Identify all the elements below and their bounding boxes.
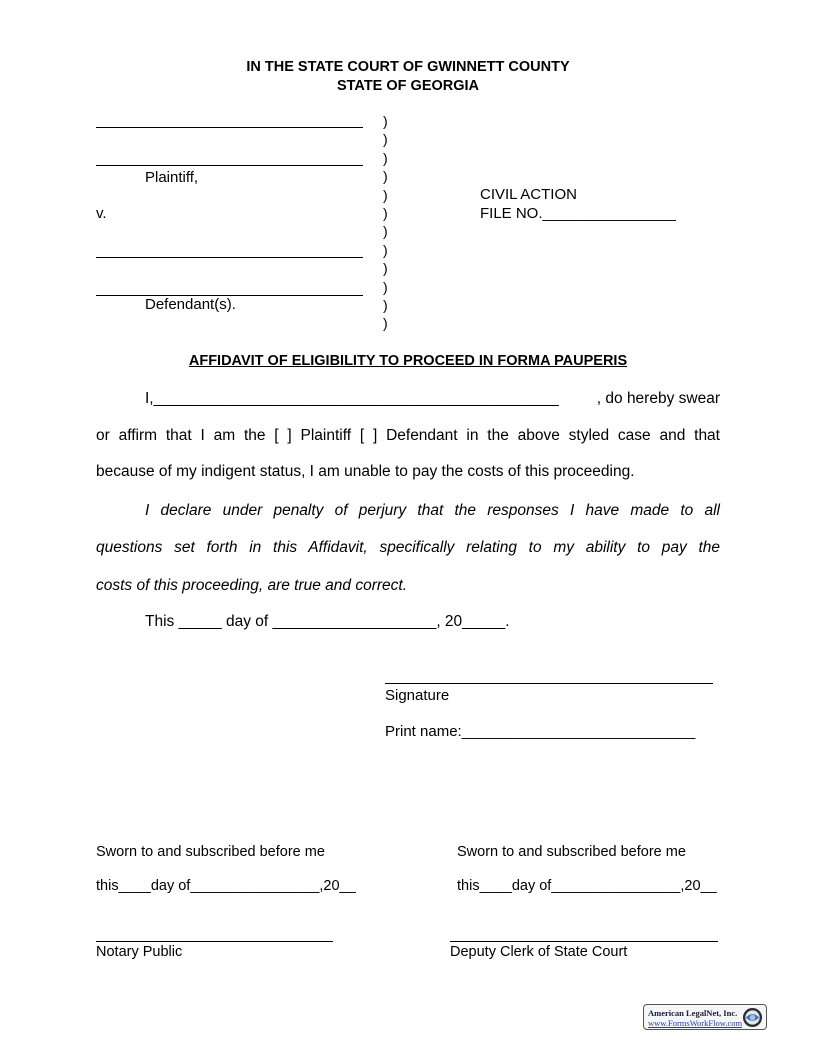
declaration-line-1: I declare under penalty of perjury that the responses I have made to all (145, 502, 720, 519)
clerk-sworn-text: Sworn to and subscribed before me (457, 844, 686, 860)
notary-date-field[interactable]: this____day of________________,20__ (96, 878, 356, 894)
date-line[interactable]: This _____ day of ___________________, 20_____. (145, 613, 510, 630)
paren: ) (383, 223, 388, 240)
indigent-status-line: because of my indigent status, I am unable to pay the costs of this proceeding. (96, 463, 635, 480)
paren: ) (383, 113, 388, 129)
paren: ) (383, 131, 388, 148)
paren: ) (383, 315, 388, 332)
notary-sworn-text: Sworn to and subscribed before me (96, 844, 325, 860)
plaintiff-name-line-1[interactable] (96, 127, 363, 128)
paren: ) (383, 260, 388, 277)
notary-label: Notary Public (96, 944, 183, 960)
signature-line[interactable] (385, 683, 713, 684)
paren: ) (383, 296, 388, 313)
paren: ) (383, 168, 388, 185)
civil-action-label: CIVIL ACTION (480, 186, 577, 203)
paren: ) (383, 278, 388, 295)
court-name: IN THE STATE COURT OF GWINNETT COUNTY (246, 59, 570, 75)
affiant-name-field[interactable]: I,_______________________________________________ (145, 390, 559, 407)
declaration-line-3: costs of this proceeding, are true and correct. (96, 577, 408, 594)
plaintiff-label: Plaintiff, (145, 169, 199, 186)
notary-signature-line[interactable] (96, 941, 333, 942)
file-number-field[interactable]: FILE NO.________________ (480, 205, 676, 222)
paren: ) (383, 241, 388, 258)
versus-label: v. (96, 205, 107, 222)
party-role-line[interactable]: or affirm that I am the [ ] Plaintiff [ ] Defendant in the above styled case and that (96, 427, 720, 444)
paren: ) (383, 149, 388, 166)
globe-icon (742, 1007, 763, 1028)
clerk-signature-line[interactable] (450, 941, 718, 942)
clerk-date-field[interactable]: this____day of________________,20__ (457, 878, 717, 894)
print-name-field[interactable]: Print name:____________________________ (385, 723, 696, 740)
paren: ) (383, 204, 388, 221)
defendant-label: Defendant(s). (145, 296, 236, 313)
logo-url[interactable]: www.FormsWorkFlow.com (648, 1018, 743, 1028)
oath-text: , do hereby swear (596, 390, 720, 407)
clerk-label: Deputy Clerk of State Court (450, 944, 628, 960)
signature-label: Signature (385, 687, 450, 704)
plaintiff-name-line-2[interactable] (96, 165, 363, 166)
defendant-name-line-1[interactable] (96, 257, 363, 258)
declaration-line-2: questions set forth in this Affidavit, specifically relating to my ability to pay the (96, 539, 720, 556)
forms-workflow-logo[interactable] (643, 1004, 767, 1030)
logo-company: American LegalNet, Inc. (648, 1008, 738, 1018)
paren: ) (383, 186, 388, 203)
document-title: AFFIDAVIT OF ELIGIBILITY TO PROCEED IN FORMA PAUPERIS (188, 353, 628, 369)
caption-divider (383, 112, 388, 333)
court-state: STATE OF GEORGIA (336, 78, 480, 94)
